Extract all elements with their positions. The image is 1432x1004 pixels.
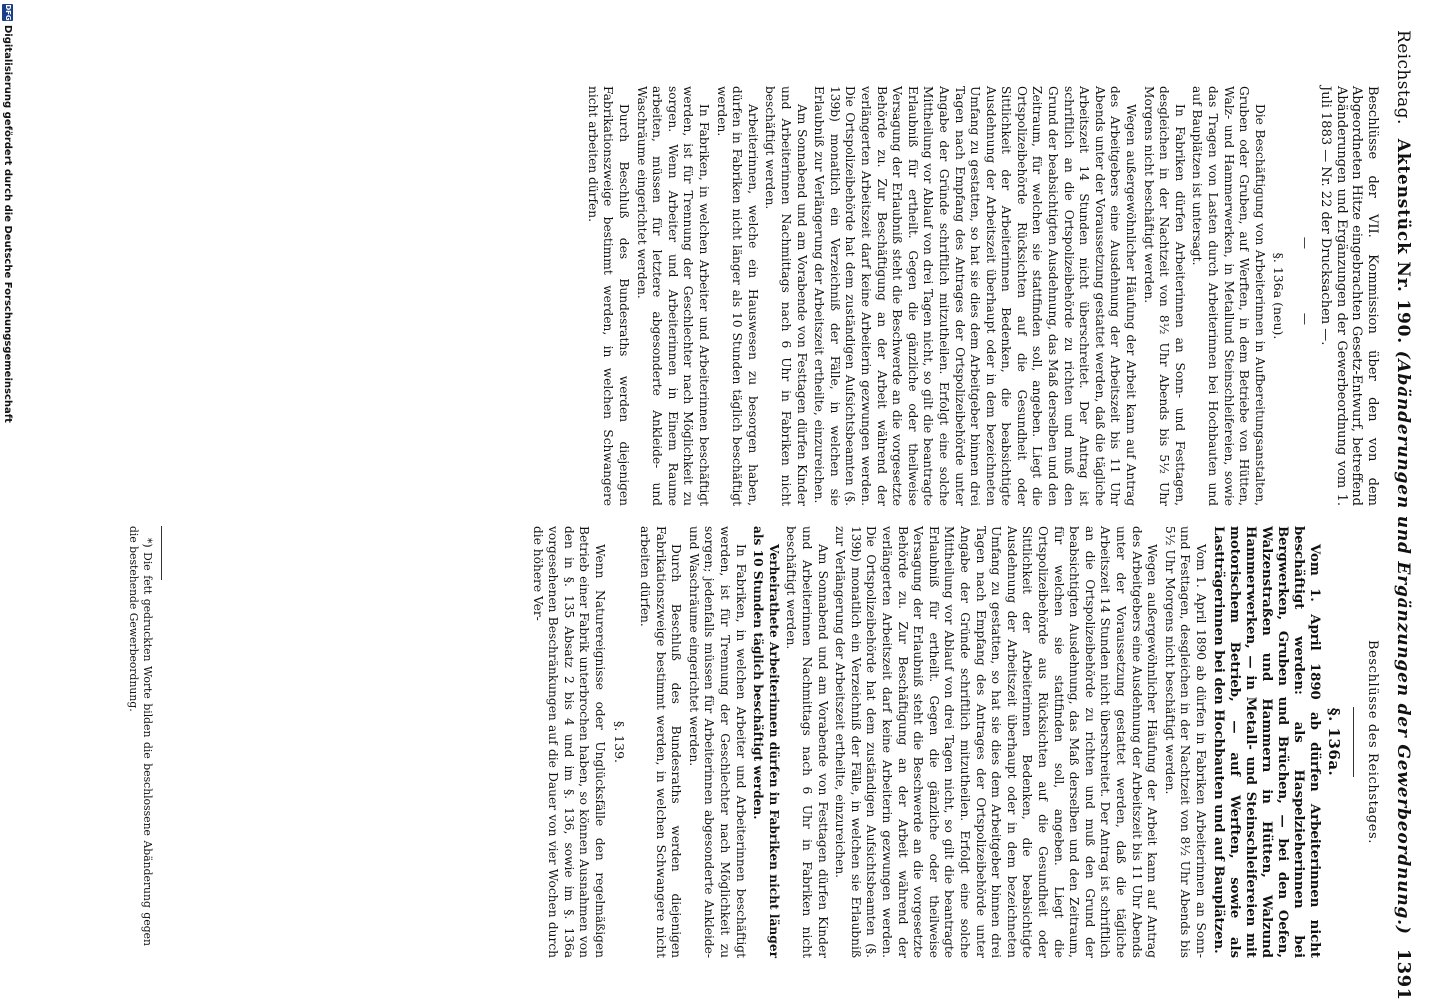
left-column-title: Beschlüsse der VII. Kommission über den von dem Abgeordneten Hitze eingebrachten Gesetz-Entwurf, betreffend Abänderungen und Ergänzungen der Gewerbeordnung vom 1. Juli 1883 — Nr. 22 der Drucksachen —.: [1318, 86, 1380, 506]
footnote-rule: [161, 526, 162, 580]
right-section-139-heading: §. 139.: [611, 720, 627, 764]
left-column: [582, 86, 1380, 506]
page-header: [1388, 30, 1414, 1001]
right-paragraph-1: Vom 1. April 1890 ab dürfen Arbeiterinnen nicht beschäftigt werden: als Haspelzieherinnen bei Bergwerken, Gruben und Brüchen, — bei den Oefen, Walzenstraßen und Hammern in Hütten, Walzund Hammerwerken, — in Metall- und Steinschleifereien mit motorischem Betrieb, — auf Werften, sowie als Lastträgerinnen bei den Hochbauten und auf Bauplätzen.: [1210, 526, 1322, 958]
header-document-number: 190.: [1393, 299, 1413, 344]
right-paragraph-3: Wegen außergewöhnlicher Häufung der Arbeit kann auf Antrag des Arbeitgebers eine Ausdehnung der Arbeitszeit bis 11 Uhr Abends unter der Voraussetzung gestattet werden, daß die tägliche Arbeitszeit 14 Stunden nicht überschreitet. Der Antrag ist schriftlich an die Ortspolizeibehörde zu richten und muß den Grund der beabsichtigten Ausdehnung, das Maß derselben und den Zeitraum, für welchen sie stattfinden soll, angeben. Liegt die Ortspolizeibehörde aus Rücksichten auf die Gesundheit oder Sittlichkeit der Arbeiterinnen Bedenken, die beabsichtigte Ausdehnung der Arbeitszeit überhaupt oder in dem bezeichneten Umfang zu gestatten, so hat sie dies dem Arbeitgeber binnen drei Tagen nach Empfang des Antrages der Ortspolizeibehörde unter Angabe der Gründe schriftlich mitzutheilen. Erfolgt eine solche Mittheilung vor Ablauf von drei Tagen nicht, so gilt die beantragte Erlaubniß für ertheilt. Gegen die gänzliche oder theilweise Versagung der Erlaubniß steht die Beschwerde an die vorgesetzte Behörde zu. Zur Beschäftigung an der Arbeit während der verlängerten Arbeitszeit darf keine Arbeiterin gezwungen werden. Die Ortspolizeibehörde hat dem zuständigen Aufsichtsbeamten (§. 139b) monatlich ein Verzeichniß der Fälle, in welchen sie Erlaubniß zur Verlängerung der Arbeitszeit ertheilte, einzureichen.: [833, 526, 1160, 958]
right-paragraph-5: Verheirathete Arbeiterinnen dürfen in Fabriken nicht länger als 10 Stunden täglich beschäftigt werden.: [751, 526, 781, 958]
title-separator: — —: [1298, 236, 1312, 356]
right-column-title: Beschlüsse des Reichstages.: [1365, 639, 1380, 845]
right-section-heading: §. 136a.: [1325, 707, 1344, 777]
left-paragraph-2: In Fabriken dürfen Arbeiterinnen an Sonn- und Festtagen, desgleichen in der Nachtzeit von 8½ Uhr Abends bis 5½ Uhr Morgens nicht beschäftigt werden.: [1141, 86, 1187, 506]
right-paragraph-6: In Fabriken, in welchen Arbeiter und Arbeiterinnen beschäftigt werden, ist für Trennung der Geschlechter nach Möglichkeit zu sorgen; jedenfalls müssen für Arbeiterinnen abgesonderte Ankleide- und Waschräume eingerichtet werden.: [686, 526, 748, 958]
left-paragraph-4: Am Sonnabend und am Vorabende von Festtagen dürfen Kinder und Arbeiterinnen Nachmittags nach 6 Uhr in Fabriken nicht beschäftigt werden.: [763, 86, 809, 506]
title-rule: [1354, 707, 1355, 777]
right-paragraph-4: Am Sonnabend und am Vorabende von Festtagen dürfen Kinder und Arbeiterinnen Nachmittags nach 6 Uhr in Fabriken nicht beschäftigt werden.: [784, 526, 830, 958]
left-section-heading: §. 136a (neu).: [1271, 252, 1287, 340]
header-left: Reichstag.: [1393, 30, 1413, 125]
right-column: [527, 526, 1380, 958]
left-paragraph-3: Wegen außergewöhnlicher Häufung der Arbeit kann auf Antrag des Arbeitgebers eine Ausdehnung der Arbeitszeit bis 11 Uhr Abends unter der Voraussetzung gestattet werden, daß die tägliche Arbeitszeit 14 Stunden nicht überschreitet. Der Antrag ist schriftlich an die Ortspolizeibehörde zu richten und muß den Grund der beabsichtigten Ausdehnung, das Maß derselben und den Zeitraum, für welchen sie stattfinden soll, angeben. Liegt die Ortspolizeibehörde Rücksichten auf die Gesundheit oder Sittlichkeit der Arbeiterinnen Bedenken, die beabsichtigte Ausdehnung der Arbeitszeit überhaupt oder in dem bezeichneten Umfang zu gestatten, so hat sie dies dem Arbeitgeber binnen drei Tagen nach Empfang des Antrages der Ortspolizeibehörde unter Angabe der Gründe schriftlich mitzutheilen. Erfolgt eine solche Mittheilung vor Ablauf von drei Tagen nicht, so gilt die beantragte Erlaubniß für ertheilt. Gegen die gänzliche oder theilweise Versagung der Erlaubniß steht die Beschwerde an die vorgesetzte Behörde zu. Zur Beschäftigung an der Arbeit während der verlängerten Arbeitszeit darf keine Arbeiterin gezwungen werden. Die Ortspolizeibehörde hat dem zuständigen Aufsichtsbeamten (§. 139b) monatlich ein Verzeichniß der Fälle, in welchen sie Erlaubniß zur Verlängerung der Arbeitszeit ertheilte, einzureichen.: [812, 86, 1139, 506]
page-number: 1391: [1393, 948, 1414, 1001]
footnote-text: *) Die fett gedruckten Worte bilden die beschlossene Abänderung gegen die bestehende Gewerbeordnung.: [127, 526, 154, 946]
header-center: [1393, 139, 1413, 935]
footnote: [125, 526, 154, 946]
digitization-credit: [0, 0, 16, 1004]
header-subject: (Abänderungen und Ergänzungen der Gewerbeordnung.): [1393, 350, 1413, 935]
left-paragraph-5: Arbeiterinnen, welche ein Hauswesen zu besorgen haben, dürfen in Fabriken nicht länger als 10 Stunden täglich beschäftigt werden.: [714, 86, 760, 506]
right-paragraph-139: Wenn Naturereignisse oder Unglücksfälle den regelmäßigen Betrieb einer Fabrik unterbrochen haben, so können Ausnahmen von den in §. 135 Absatz 2 bis 4 und im §. 136, sowie im §. 136a vorgesehenen Beschränkungen auf die Dauer von vier Wochen durch die höhere Ver-: [530, 526, 607, 958]
right-paragraph-2: Vom 1. April 1890 ab dürfen in Fabriken Arbeiterinnen an Sonn- und Festtagen, desgleichen in der Nachtzeit von 8½ Uhr Abends bis 5½ Uhr Morgens nicht beschäftigt werden.: [1162, 526, 1208, 958]
right-paragraph-7: Durch Beschluß des Bundesraths werden diejenigen Fabrikationszweige bestimmt werden, in welchen Schwangere nicht arbeiten dürfen.: [638, 526, 684, 958]
credit-text: Digitalisierung gefördert durch die Deutsche Forschungsgemeinschaft: [2, 25, 14, 423]
left-paragraph-7: Durch Beschluß des Bundesraths werden diejenigen Fabrikationszweige bestimmt werden, in welchen Schwangere nicht arbeiten dürfen.: [585, 86, 632, 506]
header-document-label: Aktenstück Nr.: [1393, 138, 1413, 293]
left-paragraph-6: In Fabriken, in welchen Arbeiter und Arbeiterinnen beschäftigt werden, ist für Trennung der Geschlechter nach Möglichkeit zu sorgen. Wenn Arbeiter und Arbeiterinnen in Einem Raume arbeiten, müssen für letztere abgesonderte Ankleide- und Waschräume eingerichtet werden.: [634, 86, 712, 506]
left-paragraph-1: Die Beschäftigung von Arbeiterinnen in Aufbereitungsanstalten, Gruben oder Gruben, auf Werften, in dem Betriebe von Hütten, Walz- und Hammerwerken, in Metallund Steinschleifereien, sowie das Tragen von Lasten durch Arbeiterinnen bei Hochbauten und auf Bauplätzen ist untersagt.: [1190, 86, 1267, 506]
dfg-logo-icon: DFG: [4, 4, 13, 21]
